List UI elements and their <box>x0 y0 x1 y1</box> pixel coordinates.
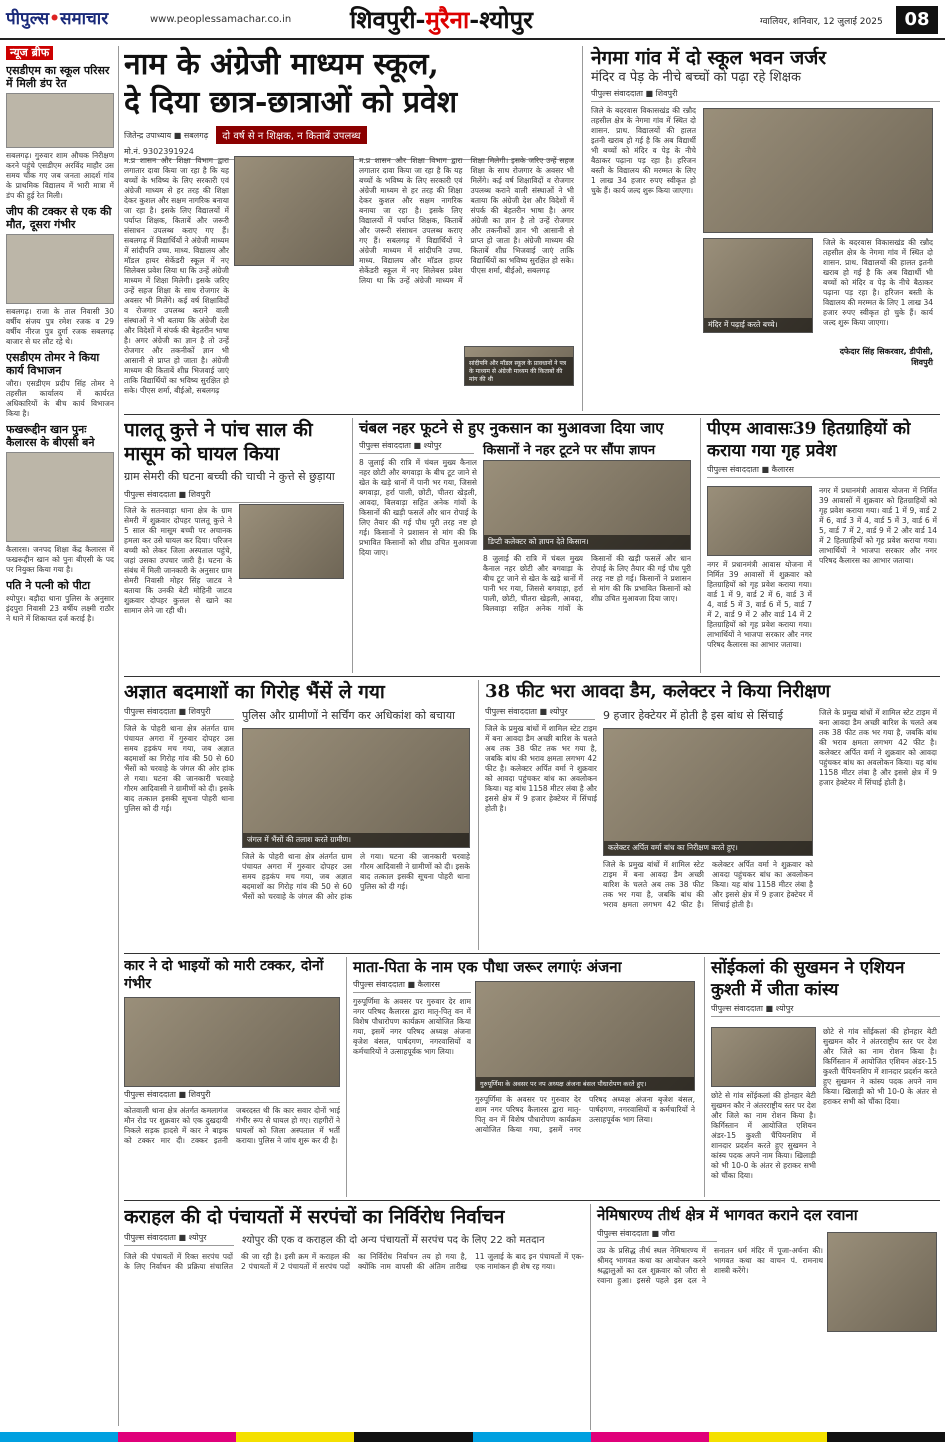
lead-photo-caption: सांदीपनि और मॉडल स्कूल के प्रावधानों ने पत्र के माध्यम से अंग्रेजी माध्यम की किताबों की मांग की थी <box>465 357 573 385</box>
buffalo-headline[interactable]: अज्ञात बदमाशों का गिरोह भैंसें ले गया <box>124 681 385 703</box>
pmay-photo <box>707 486 812 556</box>
accident-story <box>124 957 340 1197</box>
brief-text: सबलगढ़। गुरुवार शाम औचक निरीक्षण करने पहुंचे एसडीएम अरविंद माहौर उस समय चौंक गए जब जनता आदर्श गांव के प्राथमिक विद्यालय में भारी मात्रा में डंप की हुई रेत मिली। <box>6 151 114 200</box>
accident-photo <box>124 997 340 1087</box>
tree-byline: पीपुल्स संवाददाता ■ कैलारस <box>353 977 471 993</box>
nemisharanya-headline[interactable]: नेमिषारण्य तीर्थ क्षेत्र में भागवत कराने दल रवाना <box>597 1206 858 1224</box>
negma-body-2: जिले के बदरवास विकासखंड की रन्नौद तहसील क्षेत्र के नेगमा गांव में स्थित दो शासन. प्राथ. विद्यालयों की हालत इतनी खराब हो गई है कि अब विद्यार्थी भी बच्चों को मंदिर व पेड़ के नीचे बैठाकर पढ़ाना पड़ रहा है। हरिजन बस्ती के विद्यालय की मरम्मत के लिए 1 लाख 34 हजार रुपए स्वीकृत हो चुके हैं। कार्य जल्द शुरू किया जाएगा। <box>823 238 933 327</box>
buffalo-subhead: पुलिस और ग्रामीणों ने सर्चिंग कर अधिकांश को बचाया <box>242 709 455 722</box>
row-divider <box>124 953 940 954</box>
dog-body: जिले के सतनवाड़ा थाना क्षेत्र के ग्राम सेमरी में शुक्रवार दोपहर पालतू कुत्ते ने 5 साल की मासूम बच्ची पर अचानक हमला कर उसे घायल कर दिया। परिजन बच्ची को लेकर जिला अस्पताल पहुंचे, जहां उसका उपचार जारी है। घटना के संबंध में मिली जानकारी के अनुसार ग्राम सेमरी निवासी मोहर सिंह जाटव ने बताया कि उनकी बेटी मोहिनी जाटव शुक्रवार दोपहर कुत्तल से खाने का सामान लेने जा रही थी। <box>124 506 232 615</box>
row-divider <box>124 676 940 677</box>
accident-headline[interactable]: कार ने दो भाइयों को मारी टक्कर, दोनों गंभीर <box>124 958 324 992</box>
dam-story <box>478 680 940 950</box>
section-title-b: मुरैना <box>425 5 470 34</box>
negma-subhead: मंदिर व पेड़ के नीचे बच्चों को पढ़ा रहे शिक्षक <box>591 70 802 85</box>
canal-headline[interactable]: चंबल नहर फूटने से हुए नुकसान का मुआवजा दिया जाए <box>359 419 664 437</box>
color-swatch <box>827 1432 945 1442</box>
lead-body-col2: म.प्र शासन और शिक्षा विभाग द्वारा लगातार दावा किया जा रहा है कि यह बच्चों के भविष्य के लिए सरकारी एवं अंग्रेजी माध्यम से हर तरह की शिक्षा देकर कुशल और सक्षम नागरिक बनाया जा रहा है। इसके लिए विद्यालयों में पर्याप्त शिक्षक, किताबें और जरूरी संसाधन उपलब्ध कराए गए हैं। सबलगढ़ में विद्यार्थियों ने अंग्रेजी माध्यम में सांदीपनि उच्च. माध्य. विद्यालय और मॉडल हायर सेकेंडरी स्कूल में नए सिलेबस प्रवेश लिया था कि उन्हें अंग्रेजी माध्यम में शिक्षा मिलेगी। इसके जरिए उन्हें सहज शिक्षा के साथ रोजगार के अवसर भी मिलेंगे। कई वर्ष शिक्षाविदों व रोजगार उपलब्ध कराने वाली संस्थाओं ने भी बताया कि अंग्रेजी देश और विदेशों में संपर्क की बेहतरीन भाषा है। अगर अंग्रेजी का ज्ञान है तो उन्हें रोजगार और तकनीकों ज्ञान भी आसानी से प्राप्त हो जाता है। अंग्रेजी माध्यम की किताबें शीघ्र भिजवाई जाएं ताकि विद्यार्थियों का भविष्य सुरक्षित हो सके। पीएस शर्मा, बीईओ, सबलगढ़ <box>359 156 574 285</box>
color-swatch <box>118 1432 236 1442</box>
buffalo-body: जिले के पोहरी थाना क्षेत्र अंतर्गत ग्राम पंचायत अगरा में गुरुवार दोपहर उस समय हड़कंप मच गया, जब अज्ञात बदमाशों का गिरोह गांव की 50 से 60 भैंसों को चरवाहे के जंगल की ओर हांक ले गया। घटना की जानकारी चरवाहे गौरम आदिवासी ने ग्रामीणों को दी। इसके बाद तत्काल इसकी सूचना पोहरी थाना पुलिस को दी गई। <box>124 724 234 813</box>
canal-subhead: किसानों ने नहर टूटने पर सौंपा ज्ञापन <box>483 443 656 458</box>
brief-headline[interactable]: एसडीएम तोमर ने किया कार्य विभाजन <box>6 351 100 377</box>
logo-part2: समाचार <box>59 9 109 29</box>
brief-headline[interactable]: एसडीएम का स्कूल परिसर में मिली डंप रेत <box>6 64 110 90</box>
panchayat-body: जिले की पंचायतों में रिक्त सरपंच पदों के लिए निर्वाचन की प्रक्रिया संचालित की जा रही है। इसी क्रम में कराहल की 2 पंचायतों में 2 पंचायतों में सरपंच पदों का निर्विरोध निर्वाचन तय हो गया है, क्योंकि नाम वापसी की अंतिम तारीख 11 जुलाई के बाद इन पंचायतों में एक-एक नामांकन ही शेष रह गया। <box>124 1252 584 1271</box>
lead-headline-line2[interactable]: दे दिया छात्र-छात्राओं को प्रवेश <box>124 85 458 120</box>
lead-body-col1: म.प्र शासन और शिक्षा विभाग द्वारा लगातार दावा किया जा रहा है कि यह बच्चों के भविष्य के लिए सरकारी एवं अंग्रेजी माध्यम से हर तरह की शिक्षा देकर कुशल और सक्षम नागरिक बनाया जा रहा है। इसके लिए विद्यालयों में पर्याप्त शिक्षक, किताबें और जरूरी संसाधन उपलब्ध कराए गए हैं। सबलगढ़ में विद्यार्थियों ने अंग्रेजी माध्यम में सांदीपनि उच्च. माध्य. विद्यालय और मॉडल हायर सेकेंडरी स्कूल में नए सिलेबस प्रवेश लिया था कि उन्हें अंग्रेजी माध्यम में शिक्षा मिलेगी। इसके जरिए उन्हें सहज शिक्षा के साथ रोजगार के अवसर भी मिलेंगे। कई वर्ष शिक्षाविदों व रोजगार उपलब्ध कराने वाली संस्थाओं ने भी बताया कि अंग्रेजी देश और विदेशों में संपर्क की बेहतरीन भाषा है। अगर अंग्रेजी का ज्ञान है तो उन्हें रोजगार और तकनीकों ज्ञान भी आसानी से प्राप्त हो जाता है। अंग्रेजी माध्यम की किताबें शीघ्र भिजवाई जाएं ताकि विद्यार्थियों का भविष्य सुरक्षित हो सके। पीएस शर्मा, बीईओ, सबलगढ़ <box>124 156 229 395</box>
news-brief-sidebar <box>6 46 114 1426</box>
lead-subhead: दो वर्ष से न शिक्षक, न किताबें उपलब्ध <box>216 126 366 144</box>
color-swatch <box>709 1432 827 1442</box>
accident-body: कोतवाली थाना क्षेत्र अंतर्गत कमलागंज मौन रोड पर शुक्रवार को एक दुखदायी निकले सड़क हादसे में कार ने बाइक को टक्कर मार दी। टक्कर इतनी जबरदस्त थी कि कार सवार दोनों भाई गंभीर रूप से घायल हो गए। राहगीरों ने घायलों को जिला अस्पताल में भर्ती कराया। पुलिस ने जांच शुरू कर दी है। <box>124 1106 340 1145</box>
canal-photo-caption: डिप्टी कलेक्टर को ज्ञापन देते किसान। <box>484 535 690 549</box>
canal-photo <box>483 460 691 550</box>
pmay-headline[interactable]: पीएम आवासः39 हितग्राहियों को कराया गया गृह प्रवेश <box>707 419 911 461</box>
buffalo-byline: पीपुल्स संवाददाता ■ शिवपुरी <box>124 704 234 720</box>
dam-subhead: 9 हजार हेक्टेयर में होती है इस बांध से सिंचाई <box>603 709 783 722</box>
negma-byline: पीपुल्स संवाददाता ■ शिवपुरी <box>591 86 940 102</box>
buffalo-story <box>124 680 470 950</box>
canal-byline: पीपुल्स संवाददाता ■ श्योपुर <box>359 438 474 454</box>
nemisharanya-byline: पीपुल्स संवाददाता ■ जौरा <box>597 1226 717 1242</box>
lead-photo <box>234 156 354 266</box>
dam-body-3: जिले के प्रमुख बांधों में शामिल स्टेट टाइम में बना आवदा डैम अच्छी बारिश के चलते अब तक 38 फीट तक भर गया है, जबकि बांध की भराव क्षमता लगभग 42 फीट है। कलेक्टर अर्पित वर्मा ने शुक्रवार को आवदा पहुंचकर बांध का अवलोकन किया। यह बांध 1158 मीटर लंबा है और इससे क्षेत्र में 9 हजार हेक्टेयर में सिंचाई होती है। <box>819 708 937 787</box>
panchayat-subhead: श्योपुर की एक व कराहल की दो अन्य पंचायतों में सरपंच पद के लिए 22 को मतदान <box>242 1235 545 1246</box>
row-divider <box>124 414 940 415</box>
buffalo-body-2: जिले के पोहरी थाना क्षेत्र अंतर्गत ग्राम पंचायत अगरा में गुरुवार दोपहर उस समय हड़कंप मच गया, जब अज्ञात बदमाशों का गिरोह गांव की 50 से 60 भैंसों को चरवाहे के जंगल की ओर हांक ले गया। घटना की जानकारी चरवाहे गौरम आदिवासी ने ग्रामीणों को दी। इसके बाद तत्काल इसकी सूचना पोहरी थाना पुलिस को दी गई। <box>242 852 470 901</box>
panchayat-story <box>124 1204 584 1430</box>
canal-body-2: 8 जुलाई की रात्रि में चंबल मुख्य कैनाल नहर छोटी और बगवाड़ा के बीच टूट जाने से खेत के खड़े धानों में पानी भर गया, जिससे बगवाड़ा, हर्रा पाली, छोटी, चीतरा खेड़ली, आवदा, बिलवाड़ा सहित अनेक गांवों के किसानों की खड़ी फसलें और धान रोपाई के लिए तैयार की गई पौध पूरी तरह नष्ट हो गई। किसानों ने प्रशासन से मांग की कि प्रभावित किसानों को शीघ्र उचित मुआवजा दिया जाए। <box>483 554 691 613</box>
brief-headline[interactable]: पति ने पत्नी को पीटा <box>6 579 91 592</box>
nemisharanya-photo <box>827 1232 937 1332</box>
lead-story <box>124 46 574 411</box>
tree-photo-caption: गुरुपूर्णिमा के अवसर पर नप अध्यक्ष अंजना बंसल पौधारोपण करते हुए। <box>476 1077 694 1090</box>
dog-story <box>124 418 344 673</box>
negma-quote-author: दफेदार सिंह सिकरवार, डीपीसी, शिवपुरी <box>839 347 933 367</box>
logo-part1: पीपुल्स <box>6 9 50 29</box>
canal-body: 8 जुलाई की रात्रि में चंबल मुख्य कैनाल नहर छोटी और बगवाड़ा के बीच टूट जाने से खेत के खड़े धानों में पानी भर गया, जिससे बगवाड़ा, हर्रा पाली, छोटी, चीतरा खेड़ली, आवदा, बिलवाड़ा सहित अनेक गांवों के किसानों की खड़ी फसलें और धान रोपाई के लिए तैयार की गई पौध पूरी तरह नष्ट हो गई। किसानों ने प्रशासन से मांग की कि प्रभावित किसानों को शीघ्र उचित मुआवजा दिया जाए। <box>359 458 477 557</box>
panchayat-headline[interactable]: कराहल की दो पंचायतों में सरपंचों का निर्विरोध निर्वाचन <box>124 1206 505 1228</box>
accident-byline: पीपुल्स संवाददाता ■ शिवपुरी <box>124 1087 340 1103</box>
dog-photo <box>239 504 344 579</box>
logo-dot: • <box>49 9 60 29</box>
dam-body-2: जिले के प्रमुख बांधों में शामिल स्टेट टाइम में बना आवदा डैम अच्छी बारिश के चलते अब तक 38 फीट तक भर गया है, जबकि बांध की भराव क्षमता लगभग 42 फीट है। कलेक्टर अर्पित वर्मा ने शुक्रवार को आवदा पहुंचकर बांध का अवलोकन किया। यह बांध 1158 मीटर लंबा है और इससे क्षेत्र में 9 हजार हेक्टेयर में सिंचाई होती है। <box>603 860 813 909</box>
dog-byline: पीपुल्स संवाददाता ■ शिवपुरी <box>124 487 344 503</box>
color-swatch <box>354 1432 472 1442</box>
tree-headline[interactable]: माता-पिता के नाम एक पौधा जरूर लगाएंः अंजना <box>353 958 622 976</box>
lead-byline: जितेन्द्र उपाध्याय ■ सबलगढ़ <box>124 130 209 140</box>
section-title <box>350 3 533 36</box>
section-title-c: -श्योपुर <box>469 5 533 34</box>
masthead <box>0 0 945 40</box>
sukhman-story <box>704 957 940 1197</box>
print-registration-bar <box>0 1432 945 1442</box>
brief-text: सबलगढ़। राजा के ताल निवासी 30 वर्षीय संजय पुत्र रमेश रजक व 29 वर्षीय नीरज पुत्र दुर्गा रजक सबलगढ़ बाजार से घर लौट रहे थे। <box>6 307 114 346</box>
section-title-a: शिवपुरी- <box>350 5 426 34</box>
pmay-body-2: नगर में प्रधानमंत्री आवास योजना में निर्मित 39 आवासों में शुक्रवार को हितग्राहियों को गृह प्रवेश कराया गया। वार्ड 1 में 9, वार्ड 2 में 6, वार्ड 3 में 4, वार्ड 5 में 3, वार्ड 6 में 5, वार्ड 7 में 2, वार्ड 9 में 2 और वार्ड 14 में 2 हितग्राहियों को गृह प्रवेश कराया गया। लाभार्थियों ने भाजपा सरकार और नगर परिषद कैलारस का आभार जताया। <box>707 560 812 649</box>
dam-byline: पीपुल्स संवाददाता ■ श्योपुर <box>485 704 595 720</box>
sukhman-byline: पीपुल्स संवाददाता ■ श्योपुर <box>711 1001 940 1017</box>
panchayat-byline: पीपुल्स संवाददाता ■ श्योपुर <box>124 1230 234 1246</box>
tree-body-2: गुरुपूर्णिमा के अवसर पर गुरुवार देर शाम नगर परिषद कैलारस द्वारा मातृ-पितृ वन में विशेष पौधारोपण कार्यक्रम आयोजित किया गया, इसमें नगर परिषद अध्यक्ष अंजना बृजेश बंसल, पार्षदगण, नगरवासियों व कर्मचारियों ने उत्साहपूर्वक भाग लिया। <box>475 1095 695 1134</box>
dateline: ग्वालियर, शनिवार, 12 जुलाई 2025 <box>760 17 883 27</box>
newspaper-logo[interactable] <box>6 6 108 29</box>
pmay-body: नगर में प्रधानमंत्री आवास योजना में निर्मित 39 आवासों में शुक्रवार को हितग्राहियों को गृह प्रवेश कराया गया। वार्ड 1 में 9, वार्ड 2 में 6, वार्ड 3 में 4, वार्ड 5 में 3, वार्ड 6 में 5, वार्ड 7 में 2, वार्ड 9 में 2 और वार्ड 14 में 2 हितग्राहियों को गृह प्रवेश कराया गया। लाभार्थियों ने भाजपा सरकार और नगर परिषद कैलारस का आभार जताया। <box>819 486 937 565</box>
dam-photo <box>603 728 813 856</box>
brief-text: श्योपुर। बड़ौदा थाना पुलिस के अनुसार इंदपुरा निवासी 23 वर्षीय लक्ष्मी राठौर ने थाने में शिकायत दर्ज कराई है। <box>6 594 114 623</box>
dog-headline[interactable]: पालतू कुत्ते ने पांच साल की मासूम को घायल किया <box>124 419 313 465</box>
row-divider <box>124 1200 940 1201</box>
dam-body: जिले के प्रमुख बांधों में शामिल स्टेट टाइम में बना आवदा डैम अच्छी बारिश के चलते अब तक 38 फीट तक भर गया है, जबकि बांध की भराव क्षमता लगभग 42 फीट है। कलेक्टर अर्पित वर्मा ने शुक्रवार को आवदा पहुंचकर बांध का अवलोकन किया। यह बांध 1158 मीटर लंबा है और इससे क्षेत्र में 9 हजार हेक्टेयर में सिंचाई होती है। <box>485 724 597 813</box>
negma-story <box>582 46 940 411</box>
sukhman-body-2: छोटे से गांव सोंईकलां की होनहार बेटी सुखमन कौर ने अंतरराष्ट्रीय स्तर पर देश और जिले का नाम रोशन किया है। किर्गिस्तान में आयोजित एशियन अंडर-15 कुश्ती चैंपियनशिप में शानदार प्रदर्शन करते हुए सुखमन ने कांस्य पदक अपने नाम किया। खिलाड़ी को भी 10-0 के अंतर से हराकर सभी को चौंका दिया। <box>711 1091 816 1180</box>
page-number: 08 <box>896 6 938 34</box>
brief-headline[interactable]: फखरूद्दीन खान पुनः कैलारस के बीएसी बने <box>6 423 95 449</box>
color-swatch <box>591 1432 709 1442</box>
nemisharanya-body: उप्र के प्रसिद्ध तीर्थ स्थल नेमिषारण्य में श्रीमद् भागवत कथा का आयोजन करने श्रद्धालुओं का दल शुक्रवार को जौरा से रवाना हुआ। इससे पहले इस दल ने सनातन धर्म मंदिर में पूजा-अर्चना की। भागवत कथा का वाचन पं. रामनाथ शास्त्री करेंगे। <box>597 1246 823 1285</box>
negma-body: जिले के बदरवास विकासखंड की रन्नौद तहसील क्षेत्र के नेगमा गांव में स्थित दो शासन. प्राथ. विद्यालयों की हालत इतनी खराब हो गई है कि अब विद्यार्थी भी बच्चों को मंदिर व पेड़ के नीचे बैठाकर पढ़ाना पड़ रहा है। हरिजन बस्ती के विद्यालय की मरम्मत के लिए 1 लाख 34 हजार रुपए स्वीकृत हो चुके हैं। कार्य जल्द शुरू किया जाएगा। <box>591 106 696 195</box>
negma-headline[interactable]: नेगमा गांव में दो स्कूल भवन जर्जर <box>591 47 827 69</box>
negma-photo-caption: मंदिर में पढ़ाई करते बच्चे। <box>704 318 812 332</box>
sukhman-photo <box>711 1027 816 1087</box>
tree-story <box>346 957 698 1197</box>
negma-temple-photo <box>703 238 813 333</box>
buffalo-photo <box>242 728 470 848</box>
dam-headline[interactable]: 38 फीट भरा आवदा डैम, कलेक्टर ने किया निरीक्षण <box>485 681 831 702</box>
lead-mobile: मो.नं. 9302391924 <box>124 144 574 160</box>
lead-headline-line1[interactable]: नाम के अंग्रेजी माध्यम स्कूल, <box>124 47 439 82</box>
website-link[interactable]: www.peoplessamachar.co.in <box>150 14 292 25</box>
column-divider <box>118 46 119 1426</box>
sukhman-body: छोटे से गांव सोंईकलां की होनहार बेटी सुखमन कौर ने अंतरराष्ट्रीय स्तर पर देश और जिले का नाम रोशन किया है। किर्गिस्तान में आयोजित एशियन अंडर-15 कुश्ती चैंपियनशिप में शानदार प्रदर्शन करते हुए सुखमन ने कांस्य पदक अपने नाम किया। खिलाड़ी को भी 10-0 के अंतर से हराकर सभी को चौंका दिया। <box>823 1027 937 1106</box>
news-brief-tag: न्यूज ब्रीफ <box>6 46 53 60</box>
negma-school-photo <box>703 108 933 233</box>
buffalo-photo-caption: जंगल में भैंसों की तलाश करते ग्रामीण। <box>243 833 469 847</box>
dam-photo-caption: कलेक्टर अर्पित वर्मा बांध का निरीक्षण करते हुए। <box>604 841 812 855</box>
brief-photo <box>6 93 114 148</box>
brief-photo <box>6 452 114 542</box>
canal-story <box>352 418 692 673</box>
tree-photo <box>475 981 695 1091</box>
tree-body: गुरुपूर्णिमा के अवसर पर गुरुवार देर शाम नगर परिषद कैलारस द्वारा मातृ-पितृ वन में विशेष पौधारोपण कार्यक्रम आयोजित किया गया, इसमें नगर परिषद अध्यक्ष अंजना बृजेश बंसल, पार्षदगण, नगरवासियों व कर्मचारियों ने उत्साहपूर्वक भाग लिया। <box>353 997 471 1056</box>
sukhman-headline[interactable]: सोंईकलां की सुखमन ने एशियन कुश्ती में जीता कांस्य <box>711 958 905 1000</box>
nemisharanya-story <box>590 1204 940 1430</box>
brief-text: जौरा। एसडीएम प्रदीप सिंह तोमर ने तहसील कार्यालय में कार्यरत अधिकारियों के बीच कार्य विभाजन किया है। <box>6 379 114 418</box>
pmay-byline: पीपुल्स संवाददाता ■ कैलारस <box>707 462 940 478</box>
color-swatch <box>236 1432 354 1442</box>
dog-subhead: ग्राम सेमरी की घटना बच्ची की चाची ने कुत्ते से छुड़ाया <box>124 470 335 483</box>
brief-text: कैलारस। जनपद शिक्षा केंद्र कैलारस में फखरूद्दीन खान को पुनः बीएसी के पद पर नियुक्त किया गया है। <box>6 545 114 574</box>
pmay-story <box>700 418 940 673</box>
brief-headline[interactable]: जीप की टक्कर से एक की मौत, दूसरा गंभीर <box>6 205 112 231</box>
color-swatch <box>0 1432 118 1442</box>
lead-photo-2 <box>464 346 574 386</box>
brief-photo <box>6 234 114 304</box>
color-swatch <box>473 1432 591 1442</box>
